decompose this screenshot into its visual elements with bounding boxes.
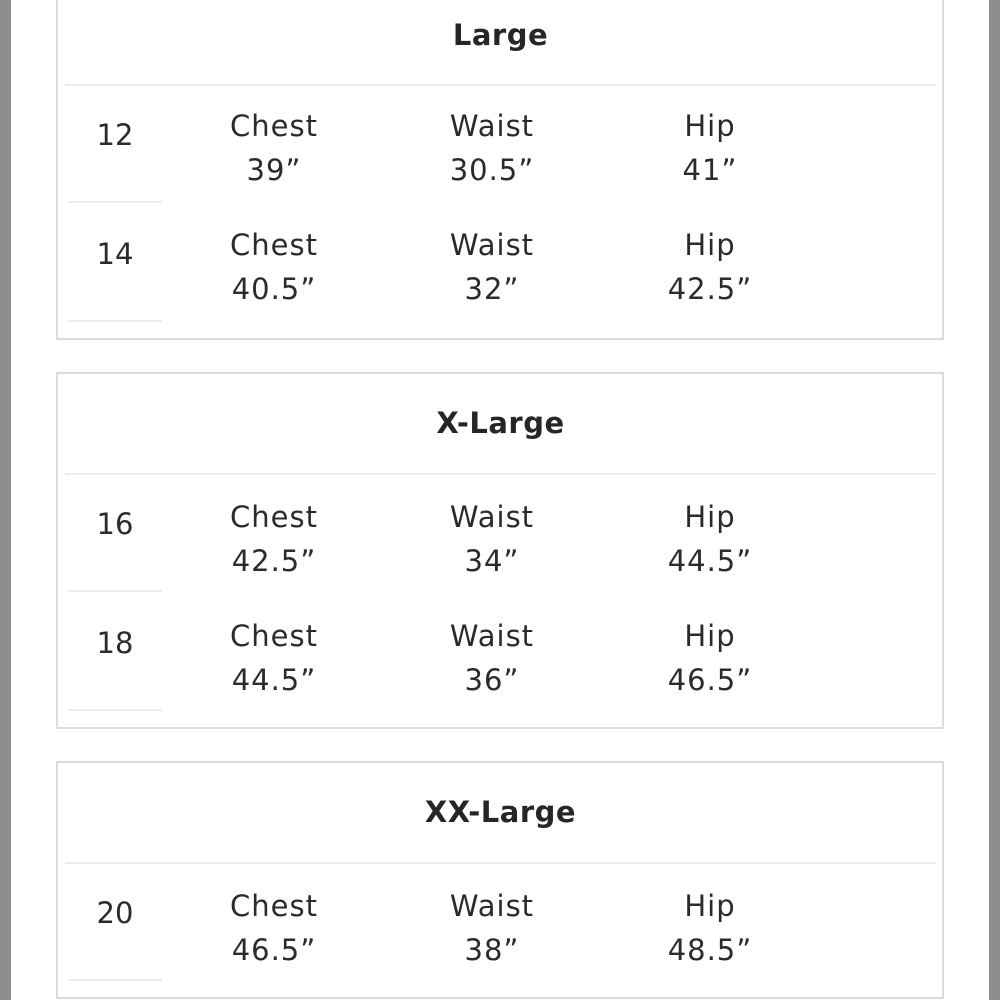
section-header	[65, 374, 936, 475]
chest-value: 46.5”	[231, 933, 317, 967]
size-number-cell	[68, 594, 162, 711]
chest-label: Chest	[230, 228, 318, 262]
hip-measurement	[610, 614, 810, 702]
section-title: X-Large	[436, 406, 565, 440]
hip-measurement	[610, 223, 810, 311]
waist-value: 30.5”	[449, 153, 535, 187]
size-row	[58, 864, 942, 983]
size-section-xx-large	[56, 761, 944, 999]
chest-label: Chest	[230, 500, 318, 534]
section-title: XX-Large	[424, 795, 577, 829]
hip-measurement	[610, 104, 810, 192]
waist-measurement	[392, 223, 592, 311]
size-number: 14	[96, 237, 134, 271]
waist-value: 32”	[464, 272, 520, 306]
section-header	[65, 0, 936, 86]
waist-value: 38”	[464, 933, 520, 967]
hip-value: 41”	[682, 153, 738, 187]
size-number: 12	[96, 118, 134, 152]
size-section-large	[56, 0, 944, 340]
waist-value: 36”	[464, 663, 520, 697]
left-edge-bar	[0, 0, 11, 1000]
chest-label: Chest	[230, 889, 318, 923]
hip-measurement	[610, 884, 810, 972]
chest-value: 39”	[246, 153, 302, 187]
size-number-cell	[68, 86, 162, 203]
size-number: 20	[96, 896, 134, 930]
section-title: Large	[452, 18, 549, 52]
waist-measurement	[392, 614, 592, 702]
chest-measurement	[174, 884, 374, 972]
chest-measurement	[174, 614, 374, 702]
size-number-cell	[68, 205, 162, 322]
chest-measurement	[174, 104, 374, 192]
right-edge-bar	[989, 0, 1000, 1000]
chest-measurement	[174, 495, 374, 583]
hip-label: Hip	[684, 109, 736, 143]
waist-label: Waist	[449, 500, 535, 534]
chest-measurement	[174, 223, 374, 311]
waist-measurement	[392, 884, 592, 972]
hip-label: Hip	[684, 500, 736, 534]
chest-value: 44.5”	[231, 663, 317, 697]
size-number-cell	[68, 864, 162, 981]
size-row	[58, 86, 942, 205]
waist-measurement	[392, 104, 592, 192]
section-header	[65, 763, 936, 864]
size-number-cell	[68, 475, 162, 592]
size-section-x-large	[56, 372, 944, 729]
size-number: 16	[96, 507, 134, 541]
hip-value: 46.5”	[667, 663, 753, 697]
waist-label: Waist	[449, 619, 535, 653]
waist-label: Waist	[449, 228, 535, 262]
chest-value: 40.5”	[231, 272, 317, 306]
hip-label: Hip	[684, 228, 736, 262]
waist-label: Waist	[449, 109, 535, 143]
size-row	[58, 475, 942, 594]
chest-label: Chest	[230, 109, 318, 143]
hip-label: Hip	[684, 619, 736, 653]
hip-value: 44.5”	[667, 544, 753, 578]
hip-measurement	[610, 495, 810, 583]
hip-value: 42.5”	[667, 272, 753, 306]
chest-value: 42.5”	[231, 544, 317, 578]
waist-measurement	[392, 495, 592, 583]
size-row	[58, 594, 942, 713]
size-row	[58, 205, 942, 324]
size-number: 18	[96, 626, 134, 660]
chest-label: Chest	[230, 619, 318, 653]
waist-label: Waist	[449, 889, 535, 923]
waist-value: 34”	[464, 544, 520, 578]
hip-label: Hip	[684, 889, 736, 923]
hip-value: 48.5”	[667, 933, 753, 967]
